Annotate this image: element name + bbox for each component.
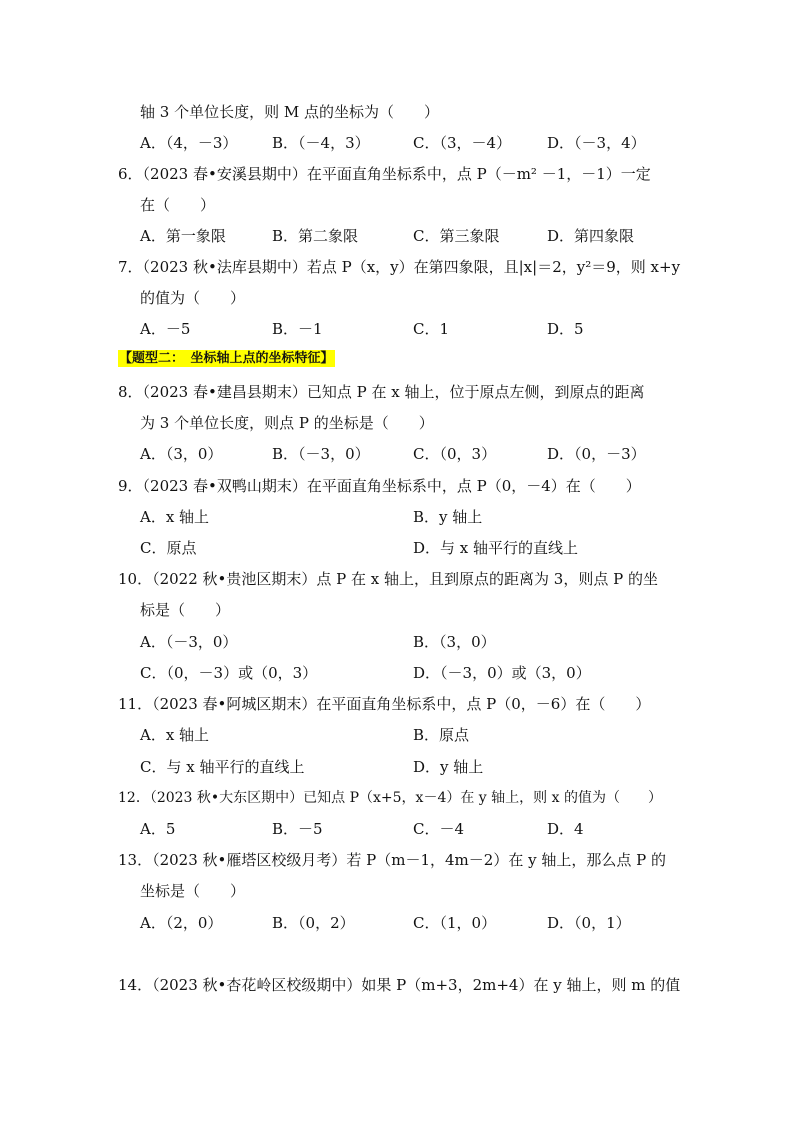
q5-option-a: A．（4，－3） [140,134,238,152]
q10-text-line-2: 标是（ ） [140,601,231,619]
q8-text-line-1: 8．（2023 春•建昌县期末）已知点 P 在 x 轴上，位于原点左侧，到原点的距离 [118,383,645,401]
q7-option-b: B．－1 [272,320,323,338]
q13-option-b: B．（0，2） [272,914,355,932]
q9-option-a: A．x 轴上 [140,508,210,526]
q11-option-b: B．原点 [413,726,470,744]
q9-option-b: B．y 轴上 [413,508,483,526]
q12-option-b: B．－5 [272,820,323,838]
q6-option-c: C．第三象限 [413,227,500,245]
q10-option-c: C．（0，－3）或（0，3） [140,664,318,682]
q13-text-line-2: 坐标是（ ） [140,882,246,900]
q9-text-line-1: 9．（2023 春•双鸭山期末）在平面直角坐标系中，点 P（0，－4）在（ ） [118,477,641,495]
q13-option-c: C．（1，0） [413,914,497,932]
q11-option-a: A．x 轴上 [140,726,210,744]
q6-text-line-1: 6．（2023 春•安溪县期中）在平面直角坐标系中，点 P（－m² －1，－1）一定 [118,165,651,183]
q11-option-d: D．y 轴上 [413,758,484,776]
q8-option-a: A．（3，0） [140,445,223,463]
q8-text-line-2: 为 3 个单位长度，则点 P 的坐标是（ ） [140,414,434,432]
q12-option-d: D．4 [547,820,584,838]
q7-option-a: A．－5 [140,320,191,338]
q8-option-d: D．（0，－3） [547,445,646,463]
q12-option-a: A．5 [140,820,176,838]
q7-text-line-2: 的值为（ ） [140,289,246,307]
q12-text-line-1: 12．（2023 秋•大东区期中）已知点 P（x+5，x－4）在 y 轴上，则 x 的值为（ ） [118,790,662,806]
q10-option-a: A．（－3，0） [140,633,238,651]
q6-option-a: A．第一象限 [140,227,226,245]
q5-option-c: C．（3，－4） [413,134,512,152]
q13-option-a: A．（2，0） [140,914,223,932]
q8-option-b: B．（－3，0） [272,445,370,463]
q11-text-line-1: 11．（2023 春•阿城区期末）在平面直角坐标系中，点 P（0，－6）在（ ） [118,695,651,713]
q10-text-line-1: 10．（2022 秋•贵池区期末）点 P 在 x 轴上，且到原点的距离为 3，则点 P 的坐 [118,570,658,588]
q10-option-d: D．（－3，0）或（3，0） [413,664,591,682]
q10-option-b: B．（3，0） [413,633,496,651]
section-heading: 【题型二： 坐标轴上点的坐标特征】 [119,351,334,366]
q13-text-line-1: 13．（2023 秋•雁塔区校级月考）若 P（m－1，4m－2）在 y 轴上，那么点 P 的 [118,851,666,869]
q6-option-b: B．第二象限 [272,227,359,245]
q12-option-c: C．－4 [413,820,465,838]
q6-option-d: D．第四象限 [547,227,635,245]
q8-option-c: C．（0，3） [413,445,497,463]
q5-option-d: D．（－3，4） [547,134,646,152]
q13-option-d: D．（0，1） [547,914,631,932]
q5-text-line: 轴 3 个单位长度，则 M 点的坐标为（ ） [140,103,439,121]
q11-option-c: C．与 x 轴平行的直线上 [140,758,305,776]
q7-option-d: D．5 [547,320,584,338]
q7-option-c: C．1 [413,320,450,338]
q9-option-d: D．与 x 轴平行的直线上 [413,539,579,557]
q7-text-line-1: 7．（2023 秋•法库县期中）若点 P（x，y）在第四象限，且|x|＝2，y²＝9，则 x+y [118,258,681,276]
q14-text-line-1: 14．（2023 秋•杏花岭区校级期中）如果 P（m+3，2m+4）在 y 轴上，则 m 的值 [118,976,681,994]
q5-option-b: B．（－4，3） [272,134,370,152]
q9-option-c: C．原点 [140,539,197,557]
q6-text-line-2: 在（ ） [140,196,216,214]
